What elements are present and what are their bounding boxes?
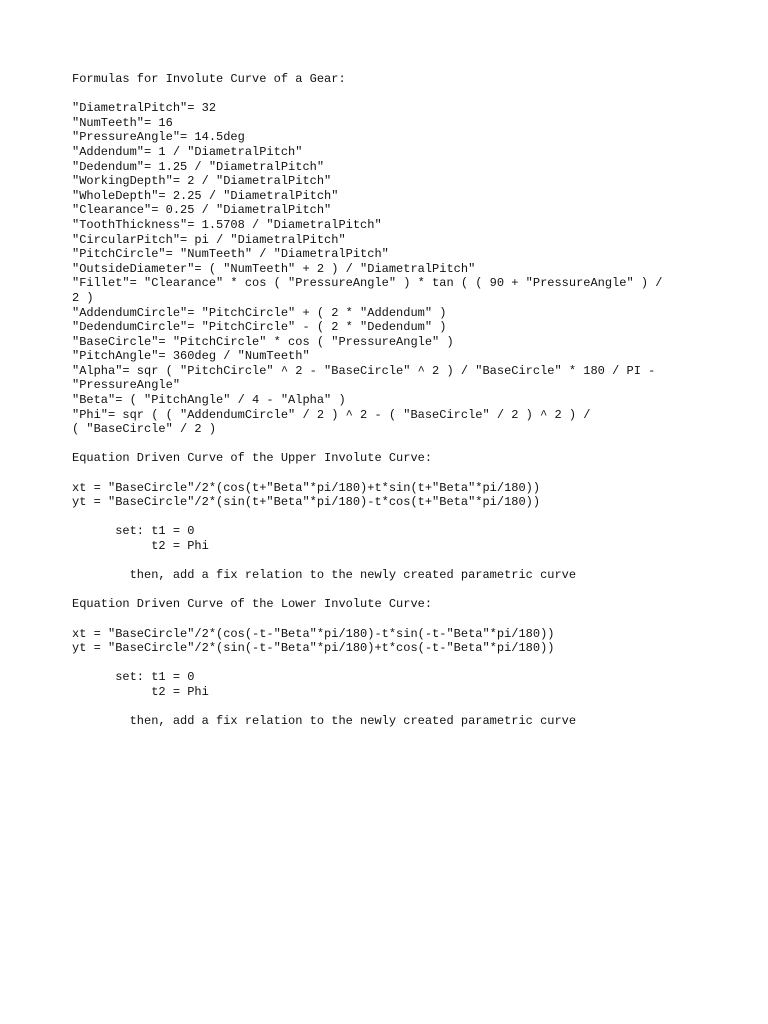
spacer [72, 656, 712, 671]
equation-xt: xt = "BaseCircle"/2*(cos(t+"Beta"*pi/180)+t*sin(t+"Beta"*pi/180)) [72, 480, 541, 495]
spacer [72, 583, 712, 598]
formula-line: "PitchCircle"= "NumTeeth" / "DiametralPitch" [72, 247, 389, 262]
lower-involute-section [72, 597, 712, 728]
spacer [72, 612, 712, 627]
formula-line: "PressureAngle"= 14.5deg [72, 130, 245, 145]
formula-line: "AddendumCircle"= "PitchCircle" + ( 2 * "Addendum" ) [72, 305, 447, 320]
formula-line: "Phi"= sqr ( ( "AddendumCircle" / 2 ) ^ 2 - ( "BaseCircle" / 2 ) ^ 2 ) / [72, 407, 591, 422]
formula-line: "DiametralPitch"= 32 [72, 101, 217, 116]
formula-line: "Beta"= ( "PitchAngle" / 4 - "Alpha" ) [72, 393, 346, 408]
formula-line: "Clearance"= 0.25 / "DiametralPitch" [72, 203, 332, 218]
spacer [72, 437, 712, 452]
spacer [72, 700, 712, 715]
formula-line: "WorkingDepth"= 2 / "DiametralPitch" [72, 174, 332, 189]
parameter-t2: t2 = Phi [72, 539, 209, 553]
equation-yt: yt = "BaseCircle"/2*(sin(-t-"Beta"*pi/180)+t*cos(-t-"Beta"*pi/180)) [72, 641, 555, 656]
instruction-note: then, add a fix relation to the newly created parametric curve [72, 568, 577, 583]
instruction-note: then, add a fix relation to the newly created parametric curve [72, 714, 577, 729]
formula-line: 2 ) [72, 290, 94, 305]
spacer [72, 87, 712, 102]
parameter-t1: set: t1 = 0 [72, 670, 195, 685]
formula-line: "WholeDepth"= 2.25 / "DiametralPitch" [72, 188, 339, 203]
spacer [72, 466, 712, 481]
formula-line: "Addendum"= 1 / "DiametralPitch" [72, 144, 303, 159]
equation-xt: xt = "BaseCircle"/2*(cos(-t-"Beta"*pi/180)-t*sin(-t-"Beta"*pi/180)) [72, 626, 555, 641]
formula-line: "BaseCircle"= "PitchCircle" * cos ( "PressureAngle" ) [72, 334, 454, 349]
upper-involute-section [72, 451, 712, 582]
parameter-t2: t2 = Phi [72, 684, 209, 699]
formula-line: "Dedendum"= 1.25 / "DiametralPitch" [72, 159, 325, 174]
formula-line: "CircularPitch"= pi / "DiametralPitch" [72, 232, 346, 247]
spacer [72, 554, 712, 569]
parameter-t1: set: t1 = 0 [72, 524, 195, 539]
formula-line: "ToothThickness"= 1.5708 / "DiametralPitch" [72, 217, 382, 232]
document-page [72, 72, 712, 729]
formula-line: "OutsideDiameter"= ( "NumTeeth" + 2 ) / "DiametralPitch" [72, 261, 476, 276]
section-heading: Equation Driven Curve of the Lower Involute Curve: [72, 597, 433, 612]
formula-line: "DedendumCircle"= "PitchCircle" - ( 2 * "Dedendum" ) [72, 320, 447, 335]
formula-line: "Alpha"= sqr ( "PitchCircle" ^ 2 - "BaseCircle" ^ 2 ) / "BaseCircle" * 180 / PI - [72, 363, 656, 378]
section-heading: Equation Driven Curve of the Upper Involute Curve: [72, 451, 433, 466]
formula-line: "NumTeeth"= 16 [72, 115, 173, 130]
formula-line: "Fillet"= "Clearance" * cos ( "PressureAngle" ) * tan ( ( 90 + "PressureAngle" ) / [72, 276, 663, 291]
document-title: Formulas for Involute Curve of a Gear: [72, 72, 346, 86]
equation-yt: yt = "BaseCircle"/2*(sin(t+"Beta"*pi/180)-t*cos(t+"Beta"*pi/180)) [72, 495, 541, 510]
formula-list [72, 101, 712, 437]
formula-line: "PitchAngle"= 360deg / "NumTeeth" [72, 349, 310, 364]
formula-line: ( "BaseCircle" / 2 ) [72, 422, 217, 437]
spacer [72, 510, 712, 525]
formula-line: "PressureAngle" [72, 378, 181, 393]
